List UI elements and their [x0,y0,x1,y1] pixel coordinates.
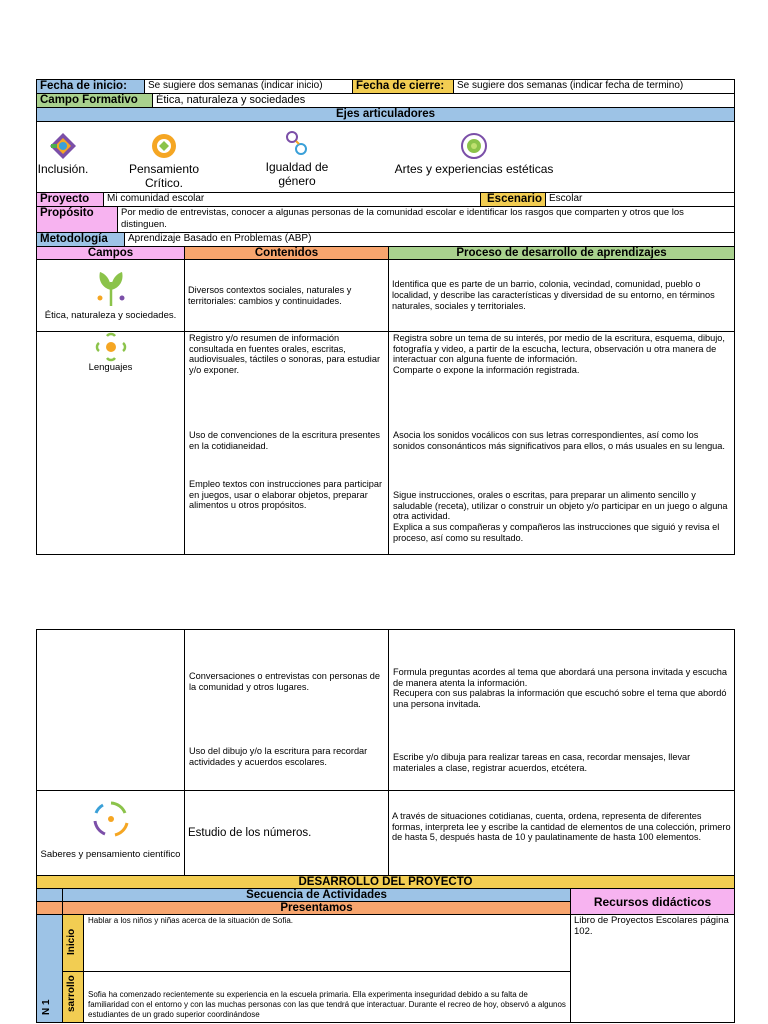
contenido-numeros: Estudio de los números. [185,791,389,876]
desarrollo-label: sarrollo [66,975,77,1012]
proyecto-label: Proyecto [37,193,104,206]
metodologia-value: Aprendizaje Basado en Problemas (ABP) [128,233,312,244]
planning-table-page1 [36,79,735,555]
ejes-articuladores [37,122,734,192]
campo-lenguajes [37,332,185,555]
contenido-dibujo: Uso del dibujo y/o la escritura para recordar actividades y acuerdos escolares. [189,746,368,767]
eje-label: Inclusión. [37,162,89,176]
eje-label: Pensamiento Crítico. [128,162,200,190]
secuencia-title: Secuencia de Actividades [63,889,571,902]
contenido-etica: Diversos contextos sociales, naturales y territoriales: cambios y continuidades. [185,260,389,332]
fecha-inicio-label: Fecha de inicio: [37,80,145,93]
planning-table-page2 [36,629,735,1023]
ethics-nature-icon [94,268,128,308]
proceso-lenguajes-cont [389,630,735,791]
fecha-cierre-value: Se sugiere dos semanas (indicar fecha de termino) [457,80,684,91]
eje-label: Igualdad de género [265,160,329,188]
inicio-text: Hablar a los niños y niñas acerca de la situación de Sofia. [88,916,294,925]
eje-label: Artes y experiencias estéticas [394,162,554,176]
recurso-libro: Libro de Proyectos Escolares página 102. [571,915,735,1023]
contenido-lenguajes-cont [185,630,389,791]
eje-inclusion [37,132,89,176]
contenido-instrucciones: Empleo textos con instrucciones para participar en juegos, usar o elaborar objetos, preparar alimentos u otros propósitos. [189,479,383,511]
recursos-title: Recursos didácticos [571,889,735,915]
campo-lenguajes-label: Lenguajes [88,362,133,373]
ejes-title: Ejes articuladores [37,108,735,122]
eje-pensamiento [109,132,219,190]
inicio-label-cell [63,915,84,971]
proceso-asocia: Asocia los sonidos vocálicos con sus letras correspondientes, así como los sonidos consonánticos más significativos para ellos, o más usuales en su lengua. [393,430,725,451]
arts-icon [460,132,488,160]
metodologia-label: Metodología [37,233,125,246]
campo-lenguajes-cont [37,630,185,791]
eje-artes [394,132,554,176]
proceso-escribe: Escribe y/o dibuja para realizar tareas en casa, recordar mensajes, llevar materiales a clase, registrar acuerdos, etcétera. [393,752,691,773]
gender-equality-icon [283,128,311,158]
contenido-registro: Registro y/o resumen de información consultada en fuentes orales, escritas, audiovisuales, táctiles o sonoras, para estudiar y/o exponer. [189,333,381,376]
campo-formativo-value: Ética, naturaleza y sociedades [156,94,306,106]
escenario-label: Escenario [481,193,546,206]
science-thinking-icon [91,799,131,839]
col-proceso: Proceso de desarrollo de aprendizajes [389,247,735,260]
proceso-sigue: Sigue instrucciones, orales o escritas, para preparar un alimento sencillo y saludable (receta), utilizar o construir un objeto y/o participar en un juego o alguna otra actividad. Explica a sus compañeras y compañeros las instrucciones que siguió y revisa el proceso, así como su resultado. [393,490,728,543]
desarrollo-row [63,972,571,1023]
campo-etica-label: Ética, naturaleza y sociedades. [44,310,177,321]
eje-igualdad [247,128,347,188]
campo-etica [37,260,185,332]
inicio-label: Inicio [66,928,77,955]
proceso-etica: Identifica que es parte de un barrio, colonia, vecindad, comunidad, pueblo o localidad, y describe las características y diversidad de su entorno, en términos naturales, sociales y territoriales. [389,260,735,332]
campo-saberes-label: Saberes y pensamiento científico [40,849,181,860]
proceso-registra: Registra sobre un tema de su interés, por medio de la escritura, esquema, dibujo, fotografía y video, a partir de la escucha, lectura, observación u otra manera de interactuar con alguna fuente de información. Comparte o expone la información registrada. [393,333,725,376]
proyecto-value: Mi comunidad escolar [104,193,481,206]
spacer-cell [37,902,63,915]
col-campos: Campos [37,247,185,260]
desarrollo-title: DESARROLLO DEL PROYECTO [37,876,735,889]
sesion-label-cell [37,915,63,1023]
contenido-convenciones: Uso de convenciones de la escritura presentes en la cotidianeidad. [189,430,381,451]
languages-icon [91,332,131,362]
inicio-row [63,915,571,972]
proceso-lenguajes [389,332,735,555]
contenido-lenguajes [185,332,389,555]
proposito-label: Propósito [37,207,118,232]
col-contenidos: Contenidos [185,247,389,260]
spacer-cell [37,889,63,902]
proposito-value: Por medio de entrevistas, conocer a algunas personas de la comunidad escolar e identificar los rasgos que comparten y otros que los distinguen. [121,207,684,230]
desarrollo-label-cell [63,972,84,1022]
presentamos-title: Presentamos [63,902,571,915]
proceso-formula: Formula preguntas acordes al tema que abordará una persona invitada y escucha de manera atenta la información. Recupera con sus palabras la información que escuchó sobre el tema que abordó una persona invitada. [393,667,728,710]
desarrollo-text: Sofia ha comenzado recientemente su experiencia en la escuela primaria. Ella experimenta inseguridad debido a su falta de familiaridad con el entorno y con las muchas personas con las que tendrá que interactuar. Durante el recreo de hoy, observó a algunos estudiantes de un grado superior coordinándose [88,990,566,1019]
campo-formativo-label: Campo Formativo [37,94,153,107]
contenido-conversaciones: Conversaciones o entrevistas con personas de la comunidad y otros lugares. [189,671,381,692]
inclusion-icon [49,132,77,160]
campo-saberes [37,791,185,876]
escenario-value: Escolar [549,193,583,204]
fecha-cierre-label: Fecha de cierre: [353,80,454,93]
fecha-inicio-value: Se sugiere dos semanas (indicar inicio) [145,80,353,93]
critical-thinking-icon [150,132,178,160]
proceso-numeros: A través de situaciones cotidianas, cuenta, ordena, representa de diferentes formas, interpreta lee y escribe la cantidad de elementos de una colección, primero de hasta 5, después hasta de 10 y paulatinamente de hasta 100 elementos. [389,791,735,876]
sesion-label: N 1 [41,999,52,1015]
